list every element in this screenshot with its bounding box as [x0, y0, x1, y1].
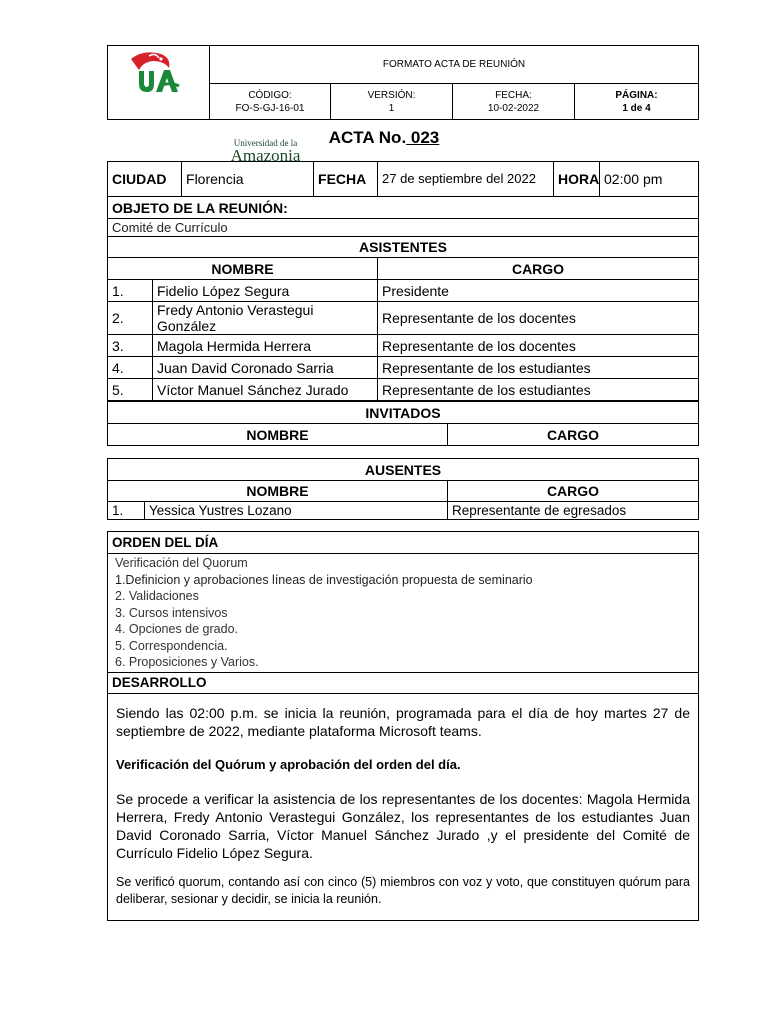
invitados-table: [107, 401, 699, 446]
table-row: [108, 302, 699, 335]
desarrollo-paragraph-1: Siendo las 02:00 p.m. se inicia la reunión, programada para el día de hoy martes 27 de septiembre de 2022, mediante plataforma Microsoft teams.: [116, 704, 690, 739]
table-row: [108, 280, 699, 302]
row-number: 1.: [108, 280, 153, 302]
fecha-value: 10-02-2022: [487, 102, 540, 114]
version-value: 1: [388, 102, 395, 114]
ciudad-label: CIUDAD: [108, 162, 182, 197]
ausentes-table: [107, 458, 699, 520]
desarrollo-subheading: Verificación del Quórum y aprobación del orden del día.: [116, 756, 461, 772]
invitados-col-nombre: NOMBRE: [108, 424, 448, 446]
row-nombre: Víctor Manuel Sánchez Jurado: [153, 379, 378, 401]
hora-value: 02:00 pm: [600, 162, 699, 197]
fecha-value: 27 de septiembre del 2022: [378, 162, 554, 197]
row-nombre: Fredy Antonio Verastegui González: [153, 302, 378, 335]
hora-label: HORA: [554, 162, 600, 197]
objeto-label: OBJETO DE LA REUNIÓN:: [108, 197, 699, 219]
asistentes-title: ASISTENTES: [108, 237, 699, 258]
list-item: Verificación del Quorum: [115, 556, 248, 570]
row-cargo: Representante de los estudiantes: [378, 357, 699, 379]
orden-list: [108, 554, 699, 673]
row-number: 3.: [108, 335, 153, 357]
codigo-value: FO-S-GJ-16-01: [235, 102, 305, 114]
codigo-cell: [210, 84, 331, 120]
row-nombre: Magola Hermida Herrera: [153, 335, 378, 357]
asistentes-col-cargo: CARGO: [378, 258, 699, 280]
row-number: 2.: [108, 302, 153, 335]
list-item: 3. Cursos intensivos: [115, 605, 228, 620]
pagina-cell: [575, 84, 699, 120]
university-logo-emblem-icon: [109, 46, 209, 116]
table-row: [108, 502, 699, 520]
table-row: [108, 379, 699, 401]
row-number: 4.: [108, 357, 153, 379]
invitados-col-cargo: CARGO: [448, 424, 699, 446]
acta-title: [0, 128, 768, 148]
list-item: 2. Validaciones: [115, 589, 199, 603]
row-cargo: Representante de los estudiantes: [378, 379, 699, 401]
row-cargo: Representante de los docentes: [378, 335, 699, 357]
desarrollo-paragraph-2: Se procede a verificar la asistencia de los representantes de los docentes: Magola Hermida Herrera, Fredy Antonio Verastegui González, los representantes de los estudiantes Juan David Coronado Sarria, Víctor Manuel Sánchez Jurado ,y el presidente del Comité de Currículo Fidelio López Segura.: [116, 790, 690, 861]
row-nombre: Fidelio López Segura: [153, 280, 378, 302]
desarrollo-body: [108, 693, 699, 920]
acta-prefix: ACTA No.: [328, 128, 407, 147]
row-number: 1.: [108, 502, 145, 520]
list-item: 6. Proposiciones y Varios.: [115, 655, 259, 669]
objeto-value: Comité de Currículo: [108, 219, 699, 237]
row-number: 5.: [108, 379, 153, 401]
fecha-cell: [453, 84, 575, 120]
row-nombre: Juan David Coronado Sarria: [153, 357, 378, 379]
desarrollo-title: DESARROLLO: [108, 672, 699, 693]
row-cargo: Representante de los docentes: [378, 302, 699, 335]
orden-title: ORDEN DEL DÍA: [108, 532, 699, 554]
asistentes-col-nombre: NOMBRE: [108, 258, 378, 280]
ausentes-col-cargo: CARGO: [448, 481, 699, 502]
table-row: [108, 335, 699, 357]
row-cargo: Presidente: [378, 280, 699, 302]
logo-line2: Amazonia: [230, 145, 301, 165]
row-nombre: Yessica Yustres Lozano: [145, 502, 448, 520]
row-cargo: Representante de egresados: [448, 502, 699, 520]
ciudad-value: Florencia: [182, 162, 314, 197]
pagina-value: 1 de 4: [622, 102, 651, 114]
desarrollo-paragraph-3: Se verificó quorum, contando así con cinco (5) miembros con voz y voto, que constituyen quórum para deliberar, sesionar y decidir, se inicia la reunión.: [116, 874, 690, 906]
version-label: VERSIÓN:: [367, 89, 416, 101]
list-item: 1.Definicion y aprobaciones líneas de investigación propuesta de seminario: [115, 572, 533, 587]
orden-desarrollo-table: [107, 531, 699, 921]
pagina-label: PÁGINA:: [615, 89, 658, 101]
info-asistentes-table: [107, 161, 699, 401]
invitados-title: INVITADOS: [108, 402, 699, 424]
version-cell: [331, 84, 453, 120]
logo-line1: Universidad de la: [233, 137, 298, 148]
codigo-label: CÓDIGO:: [248, 89, 292, 101]
list-item: 5. Correspondencia.: [115, 638, 228, 653]
format-title: FORMATO ACTA DE REUNIÓN: [210, 46, 699, 84]
ausentes-title: AUSENTES: [108, 459, 699, 481]
fecha-label: FECHA: [314, 162, 378, 197]
list-item: 4. Opciones de grado.: [115, 622, 238, 636]
ausentes-col-nombre: NOMBRE: [108, 481, 448, 502]
fecha-label: FECHA:: [495, 89, 532, 101]
acta-number: 023: [406, 128, 440, 147]
table-row: [108, 357, 699, 379]
